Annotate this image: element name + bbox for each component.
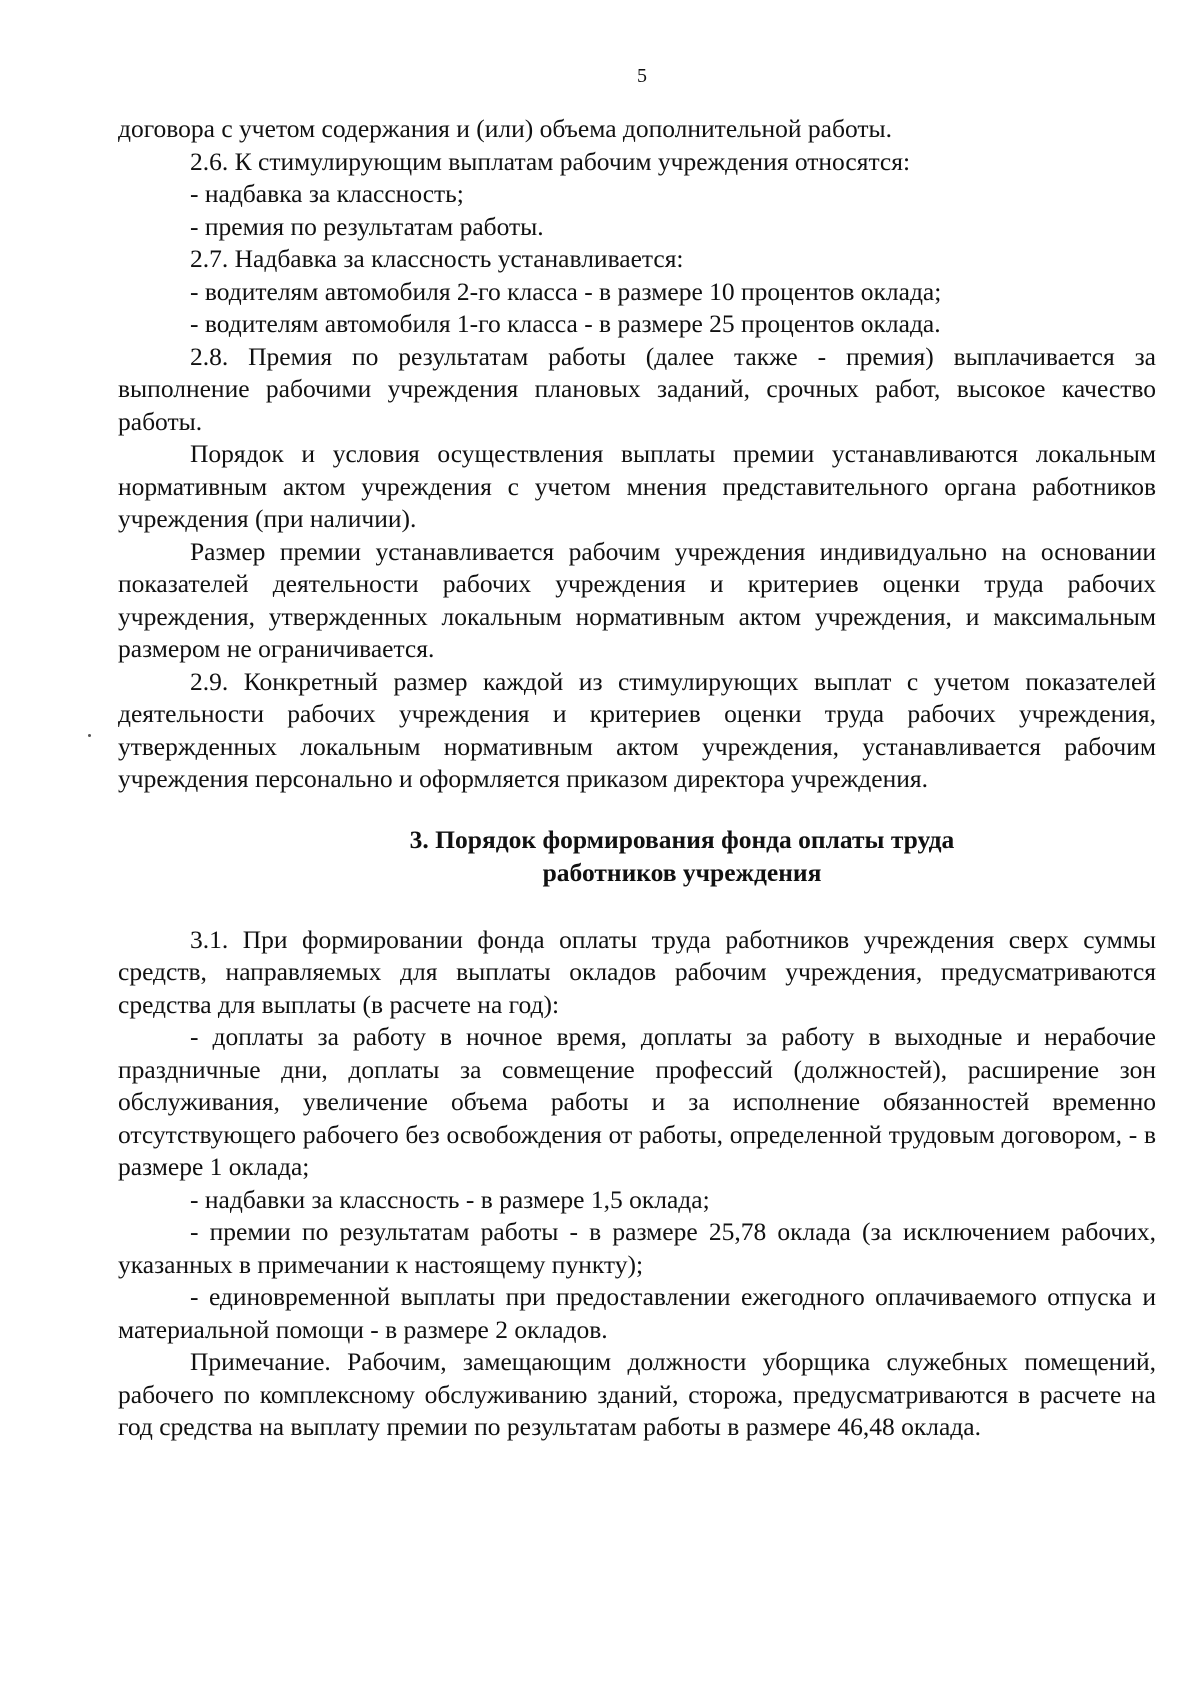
paragraph-bonus-procedure: Порядок и условия осуществления выплаты премии устанавливаются локальным нормативным актом учреждения с учетом мнения представительного органа работников учреждения (при наличии). (118, 439, 1156, 533)
paragraph-bonus-size: Размер премии устанавливается рабочим учреждения индивидуально на основании показателей деятельности рабочих учреждения и критериев оценки труда рабочих учреждения, утвержденных локальным нормативным актом учреждения, и максимальным размером не ограничивается. (118, 536, 1156, 663)
list-item-class-1-drivers: - водителям автомобиля 1-го класса - в размере 25 процентов оклада. (190, 309, 941, 338)
paragraph-2-9: 2.9. Конкретный размер каждой из стимулирующих выплат с учетом показателей деятельности рабочих учреждения и критериев оценки труда рабочих учреждения, утвержденных локальным нормативным актом учреждения, устанавливается рабочим учреждения персонально и оформляется приказом директора учреждения. (118, 666, 1156, 793)
list-item-class-bonus: - надбавка за классность; (190, 179, 464, 208)
paragraph-continuation: договора с учетом содержания и (или) объема дополнительной работы. (118, 114, 893, 143)
list-item-class-2-drivers: - водителям автомобиля 2-го класса - в размере 10 процентов оклада; (190, 276, 942, 306)
paragraph-note: Примечание. Рабочим, замещающим должности уборщика служебных помещений, рабочего по комплексному обслуживанию зданий, сторожа, предусматриваются в расчете на год средства на выплату премии по результатам работы в размере 46,48 оклада. (118, 1347, 1156, 1441)
list-item-performance-bonus: - премия по результатам работы. (190, 211, 544, 241)
paragraph-2-8: 2.8. Премия по результатам работы (далее также - премия) выплачивается за выполнение рабочими учреждения плановых заданий, срочных работ, высокое качество работы. (118, 341, 1156, 436)
list-item-night-work: - доплаты за работу в ночное время, доплаты за работу в выходные и нерабочие праздничные дни, доплаты за совмещение профессий (должностей), расширение зон обслуживания, увеличение объема работы и за исполнение обязанностей временно отсутствующего рабочего без освобождения от работы, определенной трудовым договором, - в размере 1 оклада; (118, 1022, 1156, 1181)
document-body (118, 113, 1156, 1444)
paragraph-2-6: 2.6. К стимулирующим выплатам рабочим учреждения относятся: (190, 146, 911, 176)
paragraph-3-1: 3.1. При формировании фонда оплаты труда работников учреждения сверх суммы средств, направляемых для выплаты окладов рабочим учреждения, предусматриваются средства для выплаты (в расчете на год): (118, 924, 1156, 1019)
list-item-vacation-payment: - единовременной выплаты при предоставлении ежегодного оплачиваемого отпуска и материальной помощи - в размере 2 окладов. (118, 1282, 1156, 1344)
scan-speck (88, 734, 91, 737)
paragraph-2-7: 2.7. Надбавка за классность устанавливается: (190, 244, 684, 273)
section-heading-line1: 3. Порядок формирования фонда оплаты труда (409, 824, 955, 854)
list-item-class-allowance: - надбавки за классность - в размере 1,5 оклада; (190, 1184, 710, 1214)
list-item-performance-premium: - премии по результатам работы - в размере 25,78 оклада (за исключением рабочих, указанных в примечании к настоящему пункту); (118, 1217, 1156, 1279)
page-number: 5 (637, 65, 647, 87)
section-heading-line2: работников учреждения (542, 857, 822, 887)
